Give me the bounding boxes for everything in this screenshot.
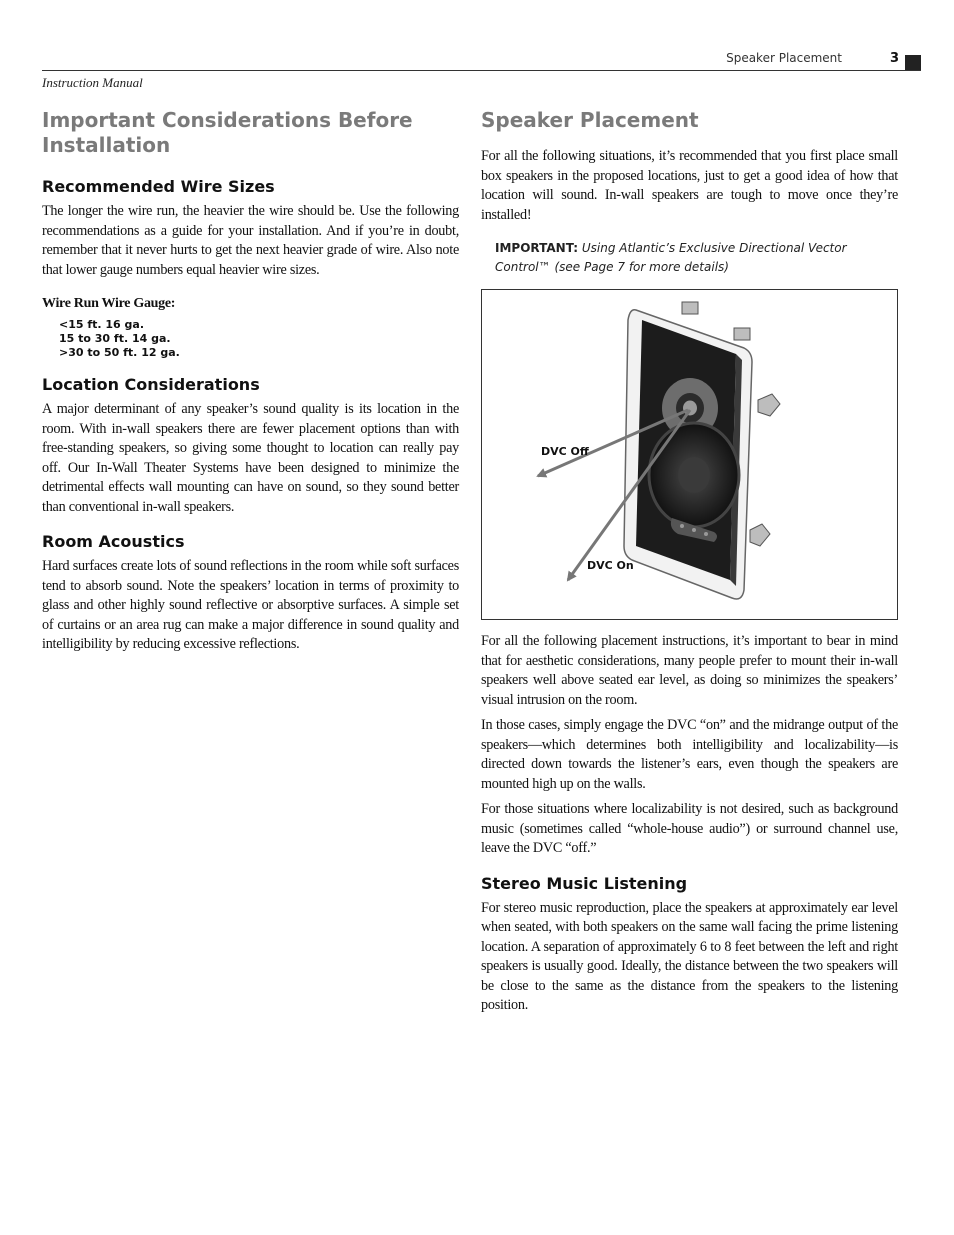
wire-gauge-header: Wire Run Wire Gauge: xyxy=(42,296,176,311)
wire-sizes-text: The longer the wire run, the heavier the wire should be. Use the following recommendations as a guide for your installation. And if you’re in doubt, remember that it never hurts to get the next heavier grade of wire. Also note that lower gauge numbers equal heavier wire sizes. xyxy=(42,203,459,278)
important-note xyxy=(495,239,898,277)
important-label: IMPORTANT: xyxy=(495,241,579,255)
running-header-section: Speaker Placement xyxy=(726,51,842,65)
room-acoustics-text: Hard surfaces create lots of sound reflections in the room while soft surfaces tend to absorb sound. Note the speakers’ location in terms of proximity to glass and other highly sound reflective or absorptive surfaces. A simple set of curtains or an area rug can make a major difference in sound quality and intelligibility by reducing excessive reflections. xyxy=(42,558,459,652)
important-text: Using Atlantic’s Exclusive Directional Vector Control™ (see Page 7 for more details) xyxy=(495,241,847,274)
wire-gauge-list xyxy=(42,318,459,360)
page-marker xyxy=(905,55,921,71)
page-number: 3 xyxy=(890,51,900,66)
wire-gauge-row: >30 to 50 ft. 12 ga. xyxy=(59,346,180,359)
section-title-speaker-placement: Speaker Placement xyxy=(481,108,699,132)
heading-location: Location Considerations xyxy=(42,375,260,394)
dvc-off-label: DVC Off xyxy=(541,445,589,458)
location-text: A major determinant of any speaker’s sound quality is its location in the room. With in-wall speakers there are fewer placement options than with free-standing speakers, so giving some thought to location can really pay off. Our In-Wall Theater Systems have been designed to minimize the detrimental effects wall mounting can have on sound, so they sound better than conventional in-wall speakers. xyxy=(42,401,459,515)
dvc-on-text: In those cases, simply engage the DVC “on” and the midrange output of the speakers—which determines both intelligibility and localizability—is directed down towards the listener’s ears, even though the speakers are mounted high up on the walls. xyxy=(481,717,898,792)
heading-wire-sizes: Recommended Wire Sizes xyxy=(42,177,275,196)
dvc-on-label: DVC On xyxy=(587,559,634,572)
tweeter-dome xyxy=(683,401,697,416)
placement-instructions-text: For all the following placement instructions, it’s important to bear in mind that for aesthetic considerations, many people prefer to mount their in-wall speakers well above seated ear level, as doing so minimizes the speakers’ visual intrusion on the room. xyxy=(481,633,898,708)
dvc-off-text: For those situations where localizability is not desired, such as background music (sometimes called “whole-house audio”) or surround channel use, leave the DVC “off.” xyxy=(481,801,898,856)
wire-gauge-row: <15 ft. 16 ga. xyxy=(59,318,145,331)
stereo-music-text: For stereo music reproduction, place the speakers at approximately ear level when seated, with both speakers on the same wall facing the prime listening location. A separation of approximately 6 to 8 feet between the left and right speakers is usually good. Ideally, the distance between the two speakers will be close to the same as the distance from the speakers to the listening position. xyxy=(481,899,898,1013)
manual-title: Instruction Manual xyxy=(42,75,143,90)
header-rule xyxy=(42,70,921,71)
heading-room-acoustics: Room Acoustics xyxy=(42,532,185,551)
section-title-considerations: Important Considerations Before Installation xyxy=(42,108,413,157)
right-column xyxy=(481,108,898,1016)
left-column xyxy=(42,108,459,655)
wire-gauge-row: 15 to 30 ft. 14 ga. xyxy=(59,332,171,345)
speaker-figure xyxy=(481,289,898,620)
heading-stereo-music: Stereo Music Listening xyxy=(481,873,688,893)
placement-intro-text: For all the following situations, it’s recommended that you first place small box speakers in the proposed locations, just to get a good idea of how that location will sound. In-wall speakers are tough to move once they’re installed! xyxy=(481,148,898,223)
